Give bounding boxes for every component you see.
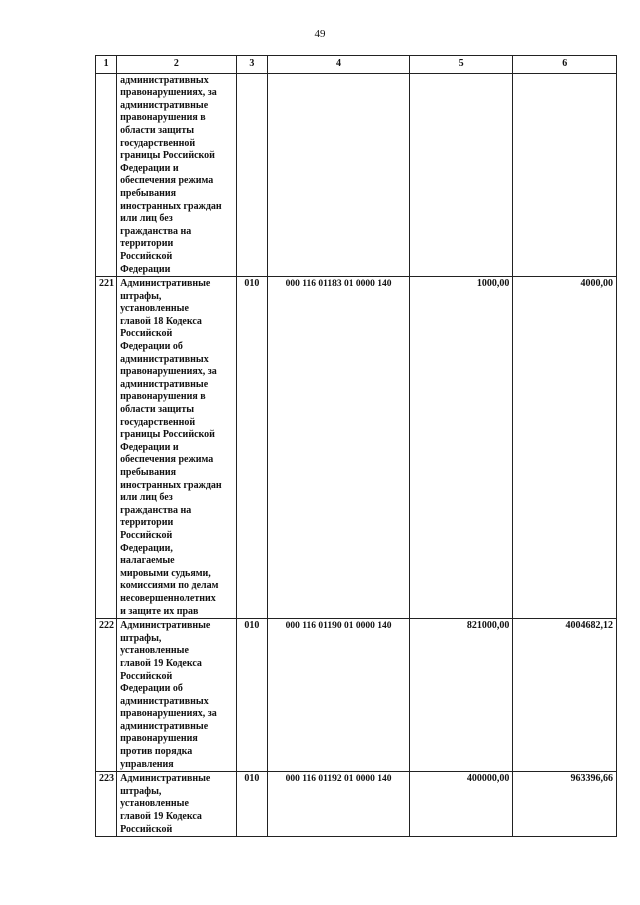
admin-code-cell: 010 — [236, 772, 268, 837]
row-name-cell: Административные штрафы, установленные главой 19 Кодекса Российской — [117, 772, 236, 837]
column-header: 4 — [268, 56, 410, 74]
table-row-continuation — [96, 73, 617, 277]
row-name-cell: Административные штрафы, установленные главой 18 Кодекса Российской Федерации об административных правонарушениях, за административные правонарушения в области защиты государственной границы Российской Федерации и обеспечения режима пребывания иностранных граждан или лиц без гражданства на территории Российской Федерации, налагаемые мировыми судьями, комиссиями по делам несовершеннолетних и защите их прав — [117, 277, 236, 619]
plan-amount-cell: 821000,00 — [409, 619, 513, 772]
admin-code-cell: 010 — [236, 619, 268, 772]
budget-code-cell: 000 116 01192 01 0000 140 — [268, 772, 410, 837]
budget-code-cell: 000 116 01190 01 0000 140 — [268, 619, 410, 772]
actual-amount-cell: 4000,00 — [513, 277, 617, 619]
admin-code-cell: 010 — [236, 277, 268, 619]
row-number-cell: 223 — [96, 772, 117, 837]
row-name-cell: Административные штрафы, установленные главой 19 Кодекса Российской Федерации об административных правонарушениях, за административные правонарушения против порядка управления — [117, 619, 236, 772]
plan-amount-cell: 1000,00 — [409, 277, 513, 619]
page-number: 49 — [314, 28, 326, 40]
column-header: 1 — [96, 56, 117, 74]
row-number-cell: 221 — [96, 277, 117, 619]
actual-amount-cell — [513, 73, 617, 277]
plan-amount-cell — [409, 73, 513, 277]
actual-amount-cell: 4004682,12 — [513, 619, 617, 772]
actual-amount-cell: 963396,66 — [513, 772, 617, 837]
budget-code-cell: 000 116 01183 01 0000 140 — [268, 277, 410, 619]
table-row — [96, 619, 617, 772]
admin-code-cell — [236, 73, 268, 277]
column-header: 5 — [409, 56, 513, 74]
column-header: 6 — [513, 56, 617, 74]
table-row — [96, 277, 617, 619]
table-row — [96, 772, 617, 837]
header-row — [96, 56, 617, 74]
budget-table — [95, 55, 617, 837]
row-name-cell: административных правонарушениях, за административные правонарушения в области защиты государственной границы Российской Федерации и обеспечения режима пребывания иностранных граждан или лиц без гражданства на территории Российской Федерации — [117, 73, 236, 277]
budget-code-cell — [268, 73, 410, 277]
column-header: 2 — [117, 56, 236, 74]
row-number-cell — [96, 73, 117, 277]
column-header: 3 — [236, 56, 268, 74]
plan-amount-cell: 400000,00 — [409, 772, 513, 837]
row-number-cell: 222 — [96, 619, 117, 772]
